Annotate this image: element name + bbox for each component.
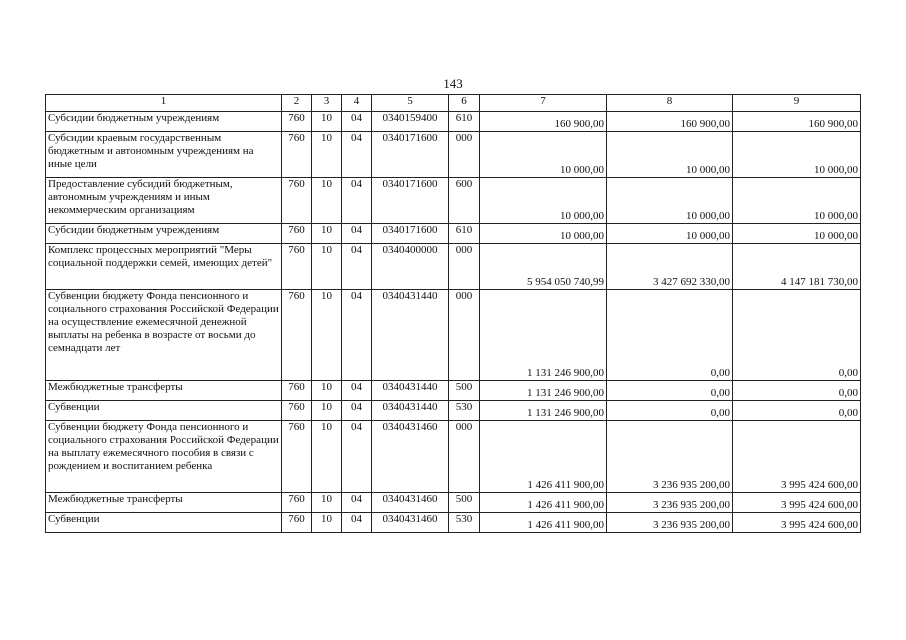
amount-cell: 160 900,00 (607, 112, 733, 132)
amount-cell: 3 995 424 600,00 (733, 513, 861, 533)
amount-cell: 3 427 692 330,00 (607, 244, 733, 290)
code-cell: 10 (312, 112, 342, 132)
amount-cell: 0,00 (733, 290, 861, 381)
column-header: 2 (282, 95, 312, 112)
code-cell: 000 (449, 421, 480, 493)
row-name-cell: Субвенции (46, 401, 282, 421)
row-name-cell: Субсидии бюджетным учреждениям (46, 112, 282, 132)
row-name-cell: Предоставление субсидий бюджетным, автономным учреждениям и иным некоммерческим организациям (46, 178, 282, 224)
column-header: 5 (372, 95, 449, 112)
code-cell: 760 (282, 401, 312, 421)
row-name-cell: Субвенции (46, 513, 282, 533)
amount-cell: 10 000,00 (733, 178, 861, 224)
amount-cell: 10 000,00 (607, 224, 733, 244)
code-cell: 530 (449, 401, 480, 421)
code-cell: 10 (312, 244, 342, 290)
amount-cell: 10 000,00 (733, 224, 861, 244)
amount-cell: 0,00 (733, 381, 861, 401)
amount-cell: 3 995 424 600,00 (733, 421, 861, 493)
code-cell: 0340431460 (372, 493, 449, 513)
code-cell: 0340431440 (372, 401, 449, 421)
code-cell: 0340171600 (372, 178, 449, 224)
code-cell: 000 (449, 132, 480, 178)
column-header: 3 (312, 95, 342, 112)
code-cell: 760 (282, 112, 312, 132)
amount-cell: 10 000,00 (607, 132, 733, 178)
code-cell: 760 (282, 244, 312, 290)
code-cell: 760 (282, 493, 312, 513)
code-cell: 10 (312, 513, 342, 533)
amount-cell: 3 995 424 600,00 (733, 493, 861, 513)
code-cell: 04 (342, 401, 372, 421)
code-cell: 610 (449, 224, 480, 244)
column-header: 4 (342, 95, 372, 112)
code-cell: 0340431460 (372, 421, 449, 493)
column-header: 7 (480, 95, 607, 112)
code-cell: 04 (342, 132, 372, 178)
table-header-row (46, 95, 861, 112)
amount-cell: 1 131 246 900,00 (480, 381, 607, 401)
amount-cell: 10 000,00 (480, 178, 607, 224)
budget-table (45, 94, 861, 533)
code-cell: 760 (282, 421, 312, 493)
code-cell: 760 (282, 513, 312, 533)
code-cell: 530 (449, 513, 480, 533)
column-header: 9 (733, 95, 861, 112)
amount-cell: 10 000,00 (733, 132, 861, 178)
amount-cell: 0,00 (733, 401, 861, 421)
code-cell: 500 (449, 381, 480, 401)
table-row (46, 401, 861, 421)
row-name-cell: Субсидии бюджетным учреждениям (46, 224, 282, 244)
page-number: 143 (443, 76, 463, 91)
amount-cell: 0,00 (607, 401, 733, 421)
amount-cell: 10 000,00 (607, 178, 733, 224)
row-name-cell: Межбюджетные трансферты (46, 381, 282, 401)
code-cell: 760 (282, 132, 312, 178)
code-cell: 610 (449, 112, 480, 132)
code-cell: 0340431460 (372, 513, 449, 533)
code-cell: 000 (449, 290, 480, 381)
code-cell: 10 (312, 493, 342, 513)
code-cell: 600 (449, 178, 480, 224)
table-row (46, 244, 861, 290)
table-row (46, 112, 861, 132)
table-row (46, 132, 861, 178)
table-row (46, 381, 861, 401)
code-cell: 10 (312, 224, 342, 244)
table-row (46, 513, 861, 533)
code-cell: 04 (342, 178, 372, 224)
row-name-cell: Субвенции бюджету Фонда пенсионного и социального страхования Российской Федерации на выплату ежемесячного пособия в связи с рождением и воспитанием ребенка (46, 421, 282, 493)
amount-cell: 1 131 246 900,00 (480, 290, 607, 381)
row-name-cell: Субсидии краевым государственным бюджетным и автономным учреждениям на иные цели (46, 132, 282, 178)
amount-cell: 4 147 181 730,00 (733, 244, 861, 290)
code-cell: 04 (342, 112, 372, 132)
code-cell: 0340171600 (372, 132, 449, 178)
amount-cell: 3 236 935 200,00 (607, 421, 733, 493)
code-cell: 10 (312, 421, 342, 493)
column-header: 8 (607, 95, 733, 112)
code-cell: 04 (342, 421, 372, 493)
column-header: 1 (46, 95, 282, 112)
code-cell: 10 (312, 132, 342, 178)
row-name-cell: Межбюджетные трансферты (46, 493, 282, 513)
table-row (46, 421, 861, 493)
amount-cell: 160 900,00 (733, 112, 861, 132)
column-header: 6 (449, 95, 480, 112)
code-cell: 04 (342, 493, 372, 513)
table-body (46, 112, 861, 533)
code-cell: 04 (342, 381, 372, 401)
code-cell: 0340159400 (372, 112, 449, 132)
table-row (46, 493, 861, 513)
code-cell: 10 (312, 401, 342, 421)
amount-cell: 5 954 050 740,99 (480, 244, 607, 290)
code-cell: 04 (342, 244, 372, 290)
row-name-cell: Комплекс процессных мероприятий "Меры социальной поддержки семей, имеющих детей" (46, 244, 282, 290)
code-cell: 0340171600 (372, 224, 449, 244)
code-cell: 10 (312, 290, 342, 381)
code-cell: 760 (282, 381, 312, 401)
code-cell: 500 (449, 493, 480, 513)
amount-cell: 3 236 935 200,00 (607, 513, 733, 533)
table-row (46, 178, 861, 224)
table-row (46, 290, 861, 381)
amount-cell: 0,00 (607, 381, 733, 401)
code-cell: 0340431440 (372, 290, 449, 381)
code-cell: 04 (342, 290, 372, 381)
code-cell: 000 (449, 244, 480, 290)
amount-cell: 1 426 411 900,00 (480, 421, 607, 493)
code-cell: 760 (282, 290, 312, 381)
code-cell: 0340400000 (372, 244, 449, 290)
amount-cell: 1 131 246 900,00 (480, 401, 607, 421)
code-cell: 760 (282, 224, 312, 244)
amount-cell: 10 000,00 (480, 224, 607, 244)
code-cell: 10 (312, 381, 342, 401)
amount-cell: 3 236 935 200,00 (607, 493, 733, 513)
amount-cell: 10 000,00 (480, 132, 607, 178)
amount-cell: 1 426 411 900,00 (480, 513, 607, 533)
row-name-cell: Субвенции бюджету Фонда пенсионного и социального страхования Российской Федерации на осуществление ежемесячной денежной выплаты на ребенка в возрасте от восьми до семнадцати лет (46, 290, 282, 381)
code-cell: 0340431440 (372, 381, 449, 401)
code-cell: 760 (282, 178, 312, 224)
amount-cell: 160 900,00 (480, 112, 607, 132)
code-cell: 04 (342, 224, 372, 244)
code-cell: 04 (342, 513, 372, 533)
amount-cell: 0,00 (607, 290, 733, 381)
amount-cell: 1 426 411 900,00 (480, 493, 607, 513)
table-row (46, 224, 861, 244)
code-cell: 10 (312, 178, 342, 224)
